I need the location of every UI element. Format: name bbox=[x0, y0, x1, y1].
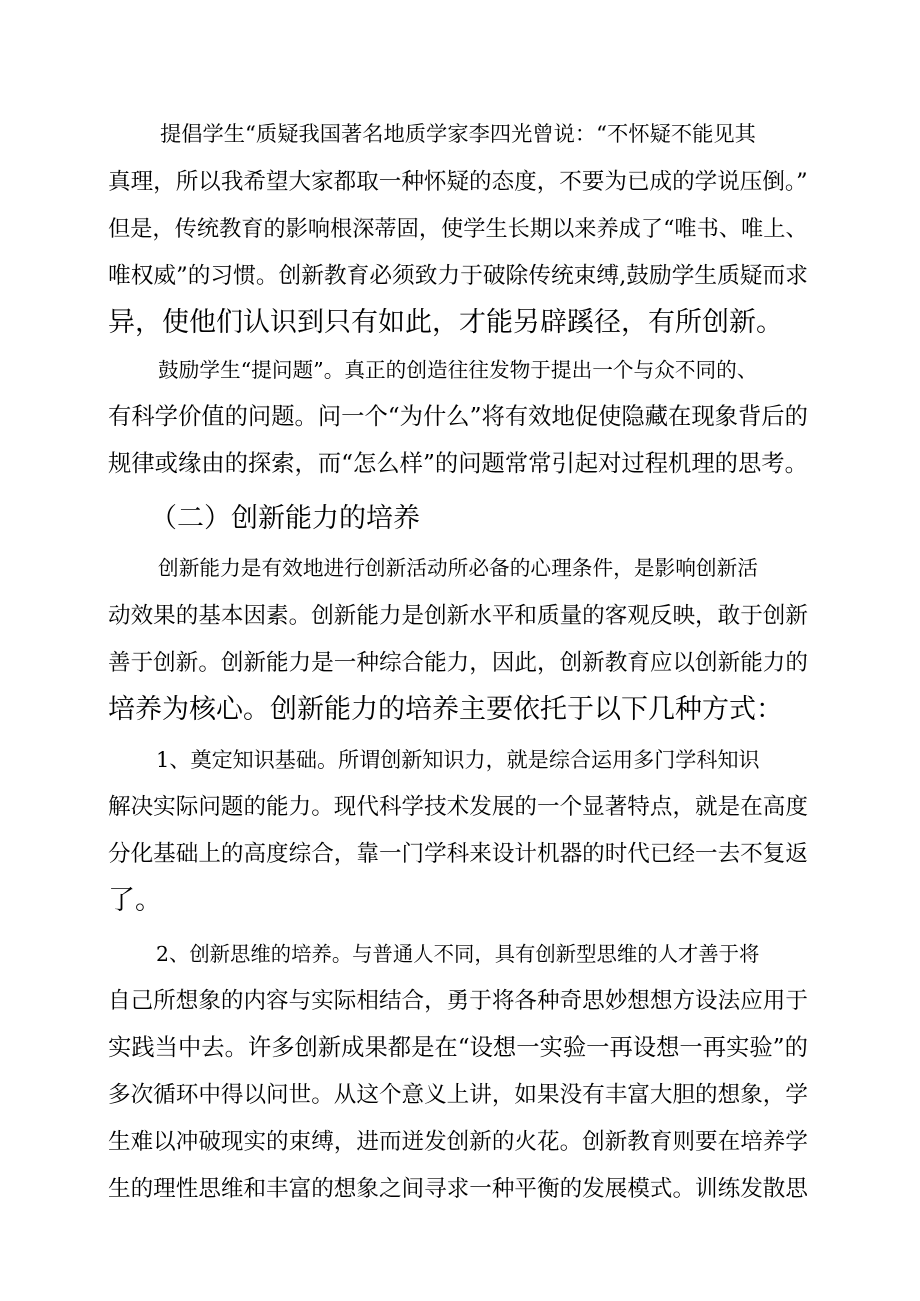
text-line: 唯权威”的习惯。创新教育必须致力于破除传统束缚,鼓励学生质疑而求 bbox=[108, 263, 808, 289]
text-line: 真理，所以我希望大家都取一种怀疑的态度，不要为已成的学说压倒。” bbox=[108, 169, 808, 195]
text-line: 培养为核心。创新能力的培养主要依托于以下几种方式： bbox=[108, 694, 783, 725]
text-line: 生难以冲破现实的束缚，进而迸发创新的火花。创新教育则要在培养学 bbox=[108, 1129, 808, 1155]
text-line: 实践当中去。许多创新成果都是在“设想一实验一再设想一再实验”的 bbox=[108, 1034, 808, 1061]
text-line: 动效果的基本因素。创新能力是创新水平和质量的客观反映，敢于创新 bbox=[108, 603, 808, 629]
text-line: 分化基础上的高度综合，靠一门学科来设计机器的时代已经一去不复返 bbox=[108, 841, 808, 867]
section-heading: （二）创新能力的培养 bbox=[150, 503, 420, 534]
text-line: 生的理性思维和丰富的想象之间寻求一种平衡的发展模式。训练发散思 bbox=[108, 1176, 808, 1202]
text-line: 多次循环中得以问世。从这个意义上讲，如果没有丰富大胆的想象，学 bbox=[108, 1082, 808, 1108]
text-line: 自己所想象的内容与实际相结合，勇于将各种奇思妙想想方设法应用于 bbox=[108, 988, 808, 1014]
text-line: 解决实际问题的能力。现代科学技术发展的一个显著特点，就是在高度 bbox=[108, 794, 808, 820]
text-line: 1、奠定知识基础。所谓创新知识力，就是综合运用多门学科知识 bbox=[156, 747, 760, 772]
text-line: 提倡学生“质疑我国著名地质学家李四光曾说：“不怀疑不能见其 bbox=[160, 122, 756, 147]
text-line: 创新能力是有效地进行创新活动所必备的心理条件，是影响创新活 bbox=[158, 556, 758, 580]
text-line: 善于创新。创新能力是一种综合能力，因此，创新教育应以创新能力的 bbox=[108, 650, 808, 676]
text-line: 有科学价值的问题。问一个“为什么”将有效地促使隐藏在现象背后的 bbox=[108, 403, 808, 430]
text-line: 2、创新思维的培养。与普通人不同，具有创新型思维的人才善于将 bbox=[156, 942, 760, 966]
text-line: 异，使他们认识到只有如此，才能另辟蹊径，有所创新。 bbox=[108, 307, 783, 338]
text-line: 鼓励学生“提问题”。真正的创造往往发物于提出一个与众不同的、 bbox=[158, 358, 758, 382]
text-line: 规律或缘由的探索，而“怎么样”的问题常常引起对过程机理的思考。 bbox=[108, 450, 808, 477]
text-line: 但是，传统教育的影响根深蒂固，使学生长期以来养成了“唯书、唯上、 bbox=[108, 216, 808, 242]
text-line: 了。 bbox=[108, 885, 162, 916]
